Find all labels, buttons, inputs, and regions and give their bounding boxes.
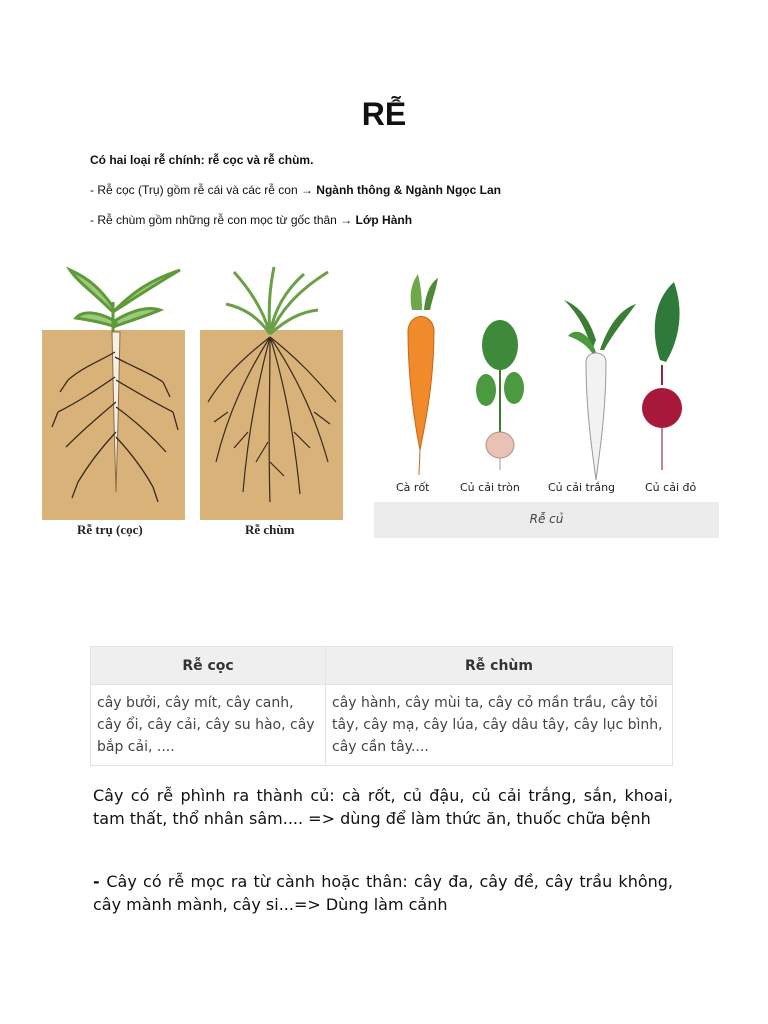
table-header: Rễ cọc	[91, 647, 326, 685]
page-title: RỄ	[361, 96, 407, 132]
table-row	[91, 685, 673, 766]
fibrous-root-label: Rễ chùm	[245, 522, 295, 537]
table-header: Rễ chùm	[326, 647, 673, 685]
intro-line-1: Có hai loại rễ chính: rễ cọc và rễ chùm.	[90, 153, 314, 167]
arrow-icon: →	[340, 213, 353, 227]
taproot-fibrous-illustration	[38, 262, 348, 542]
arrow-icon: →	[300, 183, 313, 197]
table-header-row	[91, 647, 673, 685]
storage-roots-illustration	[374, 270, 719, 540]
round-turnip-label: Củ cải tròn	[460, 481, 520, 494]
paragraph-aerial-roots: - Cây có rễ mọc ra từ cành hoặc thân: cây đa, cây đề, cây trầu không, cây mành mành, cây si...=> Dùng làm cảnh	[93, 872, 674, 914]
paragraph-storage-roots: Cây có rễ phình ra thành củ: cà rốt, củ đậu, củ cải trắng, sắn, khoai, tam thất, thổ nhân sâm.... => dùng để làm thức ăn, thuốc chữa bệnh	[93, 786, 673, 828]
carrot-label: Cà rốt	[396, 481, 430, 494]
white-radish-label: Củ cải trắng	[548, 481, 616, 494]
intro-line-2: - Rễ cọc (Trụ) gồm rễ cái và các rễ con → Ngành thông & Ngành Ngọc Lan	[90, 183, 501, 197]
intro-line-3: - Rễ chùm gồm những rễ con mọc từ gốc thân → Lớp Hành	[90, 213, 413, 227]
taproot-label: Rễ trụ (cọc)	[77, 522, 143, 537]
table-cell: cây bưởi, cây mít, cây canh, cây ổi, cây cải, cây su hào, cây bắp cải, ....	[91, 685, 326, 766]
table-cell: cây hành, cây mùi ta, cây cỏ mần trầu, cây tỏi tây, cây mạ, cây lúa, cây dâu tây, cây lục bình, cây cần tây....	[326, 685, 673, 766]
intro-text	[90, 152, 690, 242]
figure-caption-box	[374, 502, 719, 538]
figure-caption: Rễ củ	[529, 512, 564, 526]
root-types-table	[90, 646, 673, 766]
red-beet-label: Củ cải đỏ	[645, 481, 697, 494]
